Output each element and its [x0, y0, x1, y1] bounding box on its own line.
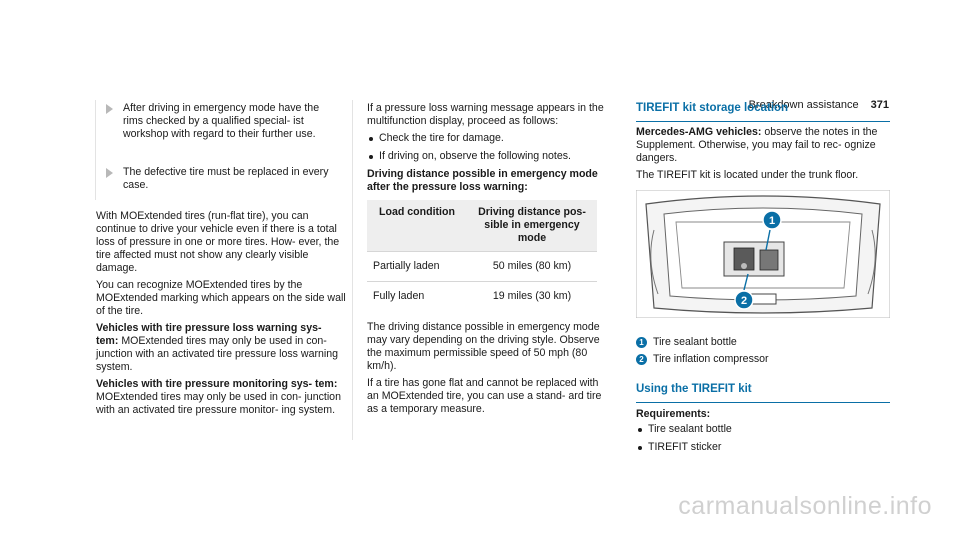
warning-intro: If a pressure loss warning message appears in the multifunction display, proceed as follows: [367, 102, 604, 127]
table-cell: Fully laden [367, 282, 467, 312]
table-cell: Partially laden [367, 252, 467, 282]
table-heading: Driving distance possible in emergency mode after the pressure loss warning: [367, 168, 598, 193]
legend [636, 336, 890, 370]
page-number: 371 [870, 99, 889, 111]
list-item: If driving on, observe the following notes. [367, 150, 607, 163]
callout-1-label: 1 [768, 215, 776, 227]
para-amg: Mercedes-AMG vehicles: observe the notes in the Supplement. Otherwise, you may fail to rec- ognize dangers. [636, 126, 878, 164]
middle-body [367, 102, 607, 420]
note-arrow-icon [106, 168, 113, 178]
table-cell: 19 miles (30 km) [467, 282, 597, 312]
legend-label: Tire sealant bottle [653, 336, 737, 348]
legend-num: 2 [636, 354, 647, 365]
table-row [367, 282, 597, 312]
para-pressure-loss: Vehicles with tire pressure loss warning sys- tem: MOExtended tires may only be used in con- junction with an activated tire pressure loss warning system. [96, 322, 339, 373]
divider-left [95, 100, 96, 200]
note-2: The defective tire must be replaced in every case. [123, 166, 329, 191]
para-location: The TIREFIT kit is located under the trunk floor. [636, 169, 859, 181]
para-moextended: With MOExtended tires (run-flat tire), you can continue to drive your vehicle even if there is a total loss of pressure in one or more tires. How- ever, the tire affected must not show any clearly visible damage. [96, 210, 340, 274]
legend-num: 1 [636, 337, 647, 348]
note-1: After driving in emergency mode have the rims checked by a qualified special- ist workshop with regard to their further use. [123, 102, 320, 140]
legend-item [636, 336, 890, 349]
table-header: Load condition [367, 200, 467, 252]
table-cell: 50 miles (80 km) [467, 252, 597, 282]
left-body [96, 210, 346, 421]
divider-middle [352, 100, 353, 440]
legend-label: Tire inflation compressor [653, 353, 769, 365]
section-title-storage: TIREFIT kit storage location [636, 102, 890, 122]
section-name: Breakdown assistance [748, 99, 859, 111]
legend-item [636, 353, 890, 366]
watermark: carmanualsonline.info [678, 492, 932, 520]
table-row [367, 252, 597, 282]
storage-body [636, 126, 890, 186]
table-header: Driving distance pos- sible in emergency mode [467, 200, 597, 252]
section-title-using: Using the TIREFIT kit [636, 383, 890, 403]
table-header-row [367, 200, 597, 252]
trunk-illustration [636, 190, 890, 318]
para-pressure-monitoring: Vehicles with tire pressure monitoring sys- tem: MOExtended tires may only be used in con- junction with an activated tire pressure monitor- ing system. [96, 378, 341, 416]
para-standard-tire: If a tire has gone flat and cannot be replaced with an MOExtended tire, you can use a stand- ard tire as a temporary measure. [367, 377, 602, 415]
note-arrow-icon [106, 104, 113, 114]
distance-table [367, 200, 597, 311]
para-marking: You can recognize MOExtended tires by the MOExtended marking which appears on the side wall of the tire. [96, 279, 346, 317]
requirements-label: Requirements: [636, 408, 711, 420]
list-item: TIREFIT sticker [636, 441, 890, 454]
list-item: Tire sealant bottle [636, 423, 890, 436]
para-driving-distance: The driving distance possible in emergency mode may vary depending on the driving style. Observe the maximum permissible speed of 50 mph (80 km/h). [367, 321, 600, 372]
requirements [636, 408, 890, 459]
list-item: Check the tire for damage. [367, 132, 607, 145]
callout-2-label: 2 [740, 295, 748, 307]
